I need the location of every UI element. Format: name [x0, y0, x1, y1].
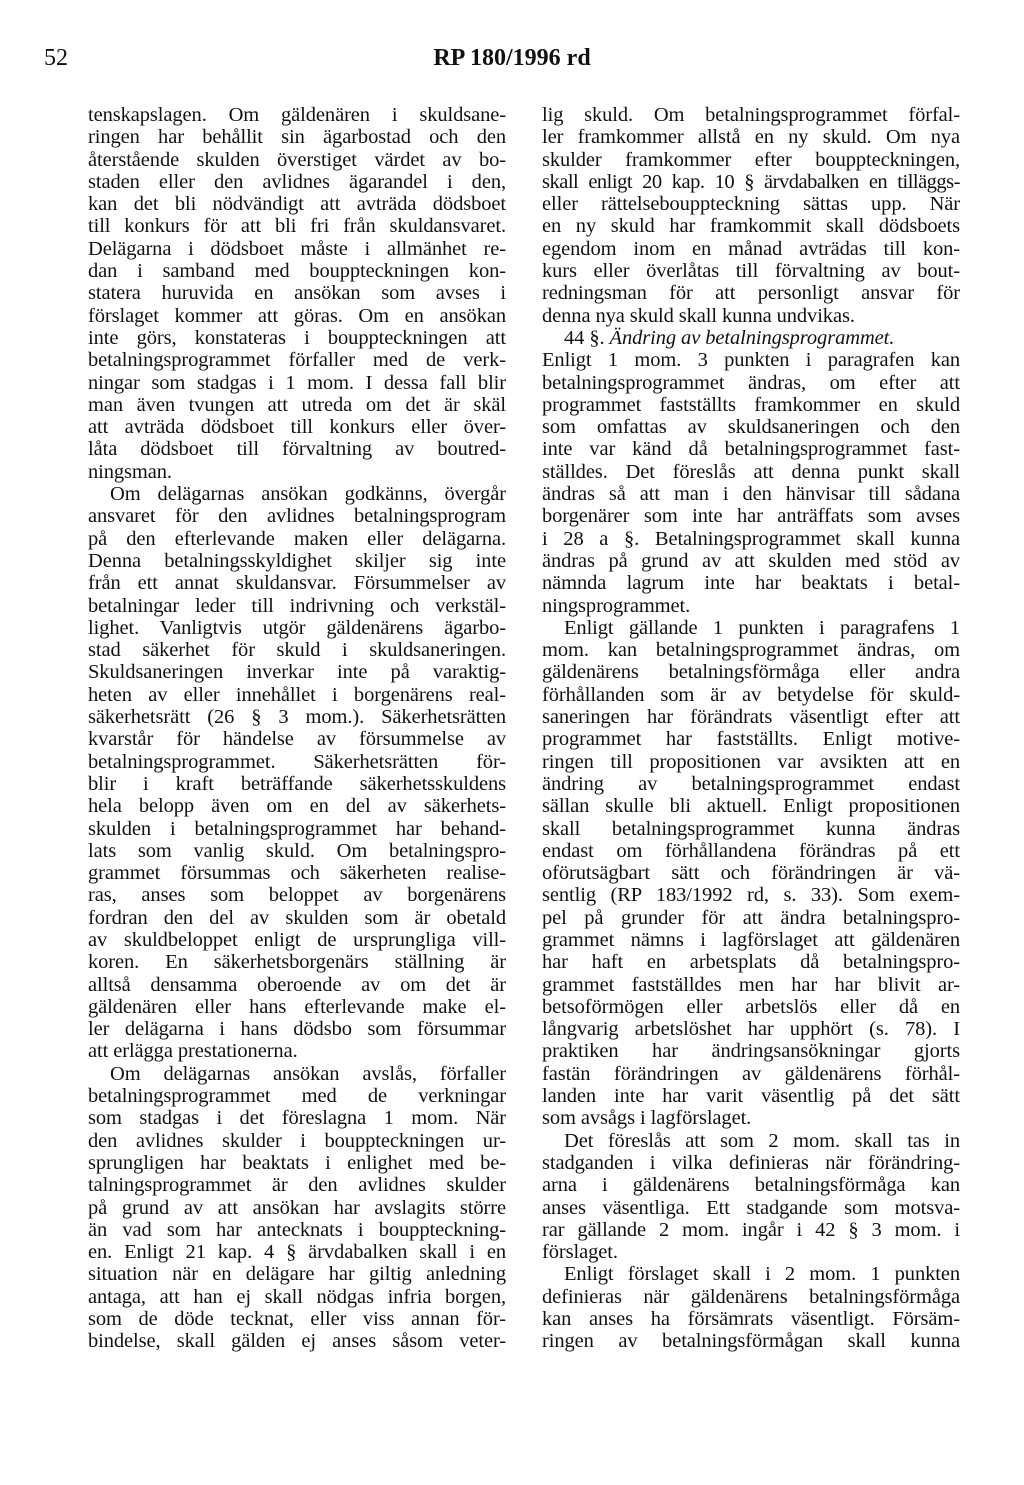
text-line: som de döde tecknat, eller viss annan för-	[88, 1308, 506, 1331]
text-line: ningsprogrammet.	[542, 594, 691, 617]
text-line: av skuldbeloppet enligt de ursprungliga vill-	[88, 928, 506, 951]
text-line: ler framkommer allstå en ny skuld. Om nya	[542, 126, 960, 149]
text-line: grammet fastställdes men har har blivit ar-	[542, 973, 960, 996]
text-line: ringen av betalningsförmågan skall kunna	[542, 1330, 960, 1353]
text-line: blir i kraft beträffande säkerhetsskuldens	[88, 772, 506, 795]
text-line: ställdes. Det föreslås att denna punkt skall	[542, 460, 960, 483]
text-line: ringen till propositionen var avsikten att en	[542, 750, 960, 773]
text-line: borgenärer som inte har anträffats som avses	[542, 505, 960, 528]
text-line: endast om förhållandena förändras på ett	[542, 839, 960, 862]
text-line: fordran den del av skulden som är obetald	[88, 906, 506, 929]
text-line: ändring av betalningsprogrammet endast	[542, 772, 960, 795]
text-line: arna i gäldenärens betalningsförmåga kan	[542, 1174, 960, 1197]
text-line: en. Enligt 21 kap. 4 § ärvdabalken skall i en	[88, 1241, 506, 1264]
text-line: rar gällande 2 mom. ingår i 42 § 3 mom. i	[542, 1218, 960, 1241]
text-line: man även tvungen att utreda om det är skäl	[88, 393, 506, 416]
paragraph-estate-bankruptcy	[88, 104, 506, 483]
text-line: ansvaret för den avlidnes betalningsprogram	[88, 505, 506, 528]
text-line: dan i samband med bouppteckningen kon-	[88, 260, 506, 283]
text-line: kurs eller överlåtas till förvaltning av bout-	[542, 260, 960, 283]
text-line: redningsman för att personligt ansvar för	[542, 282, 960, 305]
text-line: än vad som har antecknats i bouppteckning-	[88, 1218, 506, 1241]
text-line: betalningsprogrammet ändras, om efter att	[542, 371, 960, 394]
text-line: praktiken har ändringsansökningar gjorts	[542, 1040, 960, 1063]
text-line: till konkurs för att bli fri från skuldansvaret.	[88, 215, 506, 238]
text-line: Enligt 1 mom. 3 punkten i paragrafen kan	[542, 349, 960, 372]
paragraph-proposed-mom-2	[542, 1130, 960, 1264]
text-line: grammet nämns i lagförslaget att gäldenären	[542, 928, 960, 951]
text-line: saneringen har förändrats väsentligt efter att	[542, 706, 960, 729]
text-line: har haft en arbetsplats då betalningspro-	[542, 951, 960, 974]
text-line: fastän förändringen av gäldenärens förhål-	[542, 1062, 960, 1085]
text-line: förslaget.	[542, 1241, 618, 1264]
text-line: landen inte har varit väsentlig på det sätt	[542, 1085, 960, 1108]
text-line: stadganden i vilka definieras när förändring-	[542, 1151, 960, 1174]
text-line: Delägarna i dödsboet måste i allmänhet re-	[88, 237, 506, 260]
paragraph-current-point-1	[542, 617, 960, 1130]
text-line: Denna betalningsskyldighet skiljer sig inte	[88, 549, 506, 572]
text-line: ändras så att man i den hänvisar till sådana	[542, 483, 960, 506]
text-line: långvarig arbetslöshet har upphört (s. 78). I	[542, 1018, 960, 1041]
text-line: förslaget kommer att göras. Om en ansökan	[88, 304, 506, 327]
text-line: skulder framkommer efter bouppteckningen,	[542, 148, 960, 171]
text-line: lighet. Vanligtvis utgör gäldenärens ägarbo-	[88, 616, 506, 639]
text-line: som omfattas av skuldsaneringen och den	[542, 416, 960, 439]
text-line: från ett annat skuldansvar. Försummelser av	[88, 572, 506, 595]
text-line: inte görs, konstateras i bouppteckningen att	[88, 326, 506, 349]
text-line: eller rättelsebouppteckning sättas upp. När	[542, 193, 960, 216]
text-line: alltså densamma oberoende av om det är	[88, 973, 506, 996]
text-line: bindelse, skall gälden ej anses såsom veter-	[88, 1330, 506, 1353]
section-heading-text: 44 §. Ändring av betalningsprogrammet.	[564, 326, 895, 349]
text-line: ningar som stadgas i 1 mom. I dessa fall blir	[88, 371, 506, 394]
text-line: anses väsentliga. Ett stadgande som motsva-	[542, 1196, 960, 1219]
page-number: 52	[44, 45, 68, 71]
text-line: sällan skulle bli aktuell. Enligt propositionen	[542, 795, 960, 818]
text-line: lats som vanlig skuld. Om betalningspro-	[88, 839, 506, 862]
text-line: Det föreslås att som 2 mom. skall tas in	[564, 1129, 960, 1152]
paragraph-application-approved	[88, 483, 506, 1063]
text-line: grammet försummas och säkerheten realise-	[88, 862, 506, 885]
text-line: Om delägarnas ansökan godkänns, övergår	[110, 483, 506, 506]
text-line: lig skuld. Om betalningsprogrammet förfal-	[542, 104, 960, 126]
text-line: på grund av att ansökan har avslagits större	[88, 1196, 506, 1219]
text-line: Skuldsaneringen inverkar inte på varaktig-	[88, 661, 506, 684]
text-line: ler delägarna i hans dödsbo som försummar	[88, 1018, 506, 1041]
text-line: pel på grunder för att ändra betalningspro-	[542, 906, 960, 929]
text-line: programmet fastställts framkommer en skuld	[542, 393, 960, 416]
text-line: en ny skuld har framkommit skall dödsboets	[542, 215, 960, 238]
text-line: heten av eller innehållet i borgenärens real-	[88, 683, 506, 706]
text-line: situation när en delägare har giltig anledning	[88, 1263, 506, 1286]
text-line: gäldenären eller hans efterlevande make el-	[88, 995, 506, 1018]
text-line: staden eller den avlidnes ägarandel i den,	[88, 170, 506, 193]
right-text-column	[542, 104, 960, 1353]
text-line: kan anses ha försämrats väsentligt. Försäm-	[542, 1308, 960, 1331]
text-line: ringen har behållit sin ägarbostad och den	[88, 126, 506, 149]
text-line: hela belopp även om en del av säkerhets-	[88, 795, 506, 818]
text-line: oförutsägbart sätt och förändringen är vä-	[542, 862, 960, 885]
text-line: ras, anses som beloppet av borgenärens	[88, 884, 506, 907]
left-text-column	[88, 104, 506, 1353]
text-line: som stadgas i det föreslagna 1 mom. När	[88, 1107, 506, 1130]
text-line: skulden i betalningsprogrammet har behand-	[88, 817, 506, 840]
text-line: den avlidnes skulder i bouppteckningen ur-	[88, 1129, 506, 1152]
text-line: ningsman.	[88, 460, 172, 483]
text-line: definieras när gäldenärens betalningsförmåga	[542, 1285, 960, 1308]
paragraph-application-rejected	[88, 1063, 506, 1353]
text-line: tenskapslagen. Om gäldenären i skuldsane-	[88, 104, 506, 126]
text-line: nämnda lagrum inte har beaktats i betal-	[542, 572, 960, 595]
section-44-heading-paragraph	[542, 327, 960, 617]
text-line: skall enligt 20 kap. 10 § ärvdabalken en tilläggs-	[542, 170, 960, 193]
text-line: betalningsprogrammet. Säkerhetsrätten för-	[88, 750, 506, 773]
text-line: återstående skulden överstiget värdet av bo-	[88, 148, 506, 171]
text-line: ändras på grund av att skulden med stöd av	[542, 549, 960, 572]
text-line: Enligt gällande 1 punkten i paragrafens 1	[564, 616, 960, 639]
paragraph-new-debt	[542, 104, 960, 327]
text-line: kvarstår för händelse av försummelse av	[88, 728, 506, 751]
text-line: säkerhetsrätt (26 § 3 mom.). Säkerhetsrätten	[88, 706, 506, 729]
text-line: mom. kan betalningsprogrammet ändras, om	[542, 639, 960, 662]
text-line: sentlig (RP 183/1992 rd, s. 33). Som exem-	[542, 884, 960, 907]
text-line: talningsprogrammet är den avlidnes skulder	[88, 1174, 506, 1197]
text-line: sprungligen har beaktats i enlighet med be-	[88, 1151, 506, 1174]
text-line: betalningar leder till indrivning och verkstäl-	[88, 594, 506, 617]
text-line: egendom inom en månad avträdas till kon-	[542, 237, 960, 260]
text-line: kan det bli nödvändigt att avträda dödsboet	[88, 193, 506, 216]
paragraph-deterioration	[542, 1263, 960, 1352]
text-line: låta dödsboet till förvaltning av boutred-	[88, 438, 506, 461]
text-line: stad säkerhet för skuld i skuldsaneringen.	[88, 639, 506, 662]
text-line: att avträda dödsboet till konkurs eller över-	[88, 416, 506, 439]
text-line: att erlägga prestationerna.	[88, 1040, 298, 1063]
text-line: antaga, att han ej skall nödgas infria borgen,	[88, 1285, 506, 1308]
text-line: betalningsprogrammet förfaller med de verk-	[88, 349, 506, 372]
text-line: skall betalningsprogrammet kunna ändras	[542, 817, 960, 840]
text-line: programmet har fastställts. Enligt motive-	[542, 728, 960, 751]
text-line: statera huruvida en ansökan som avses i	[88, 282, 506, 305]
section-heading	[542, 327, 960, 349]
text-line: gäldenärens betalningsförmåga eller andra	[542, 661, 960, 684]
text-line: koren. En säkerhetsborgenärs ställning är	[88, 951, 506, 974]
text-line: inte var känd då betalningsprogrammet fast-	[542, 438, 960, 461]
text-line: denna nya skuld skall kunna undvikas.	[542, 304, 855, 327]
text-line: betsoförmögen eller arbetslös eller då en	[542, 995, 960, 1018]
text-line: som avsågs i lagförslaget.	[542, 1107, 752, 1130]
document-reference-header: RP 180/1996 rd	[433, 45, 591, 71]
text-line: Om delägarnas ansökan avslås, förfaller	[110, 1062, 506, 1085]
text-line: betalningsprogrammet med de verkningar	[88, 1085, 506, 1108]
text-line: Enligt förslaget skall i 2 mom. 1 punkten	[564, 1263, 960, 1286]
text-line: i 28 a §. Betalningsprogrammet skall kunna	[542, 527, 960, 550]
text-line: på den efterlevande maken eller delägarna.	[88, 527, 506, 550]
text-line: förhållanden som är av betydelse för skuld-	[542, 683, 960, 706]
